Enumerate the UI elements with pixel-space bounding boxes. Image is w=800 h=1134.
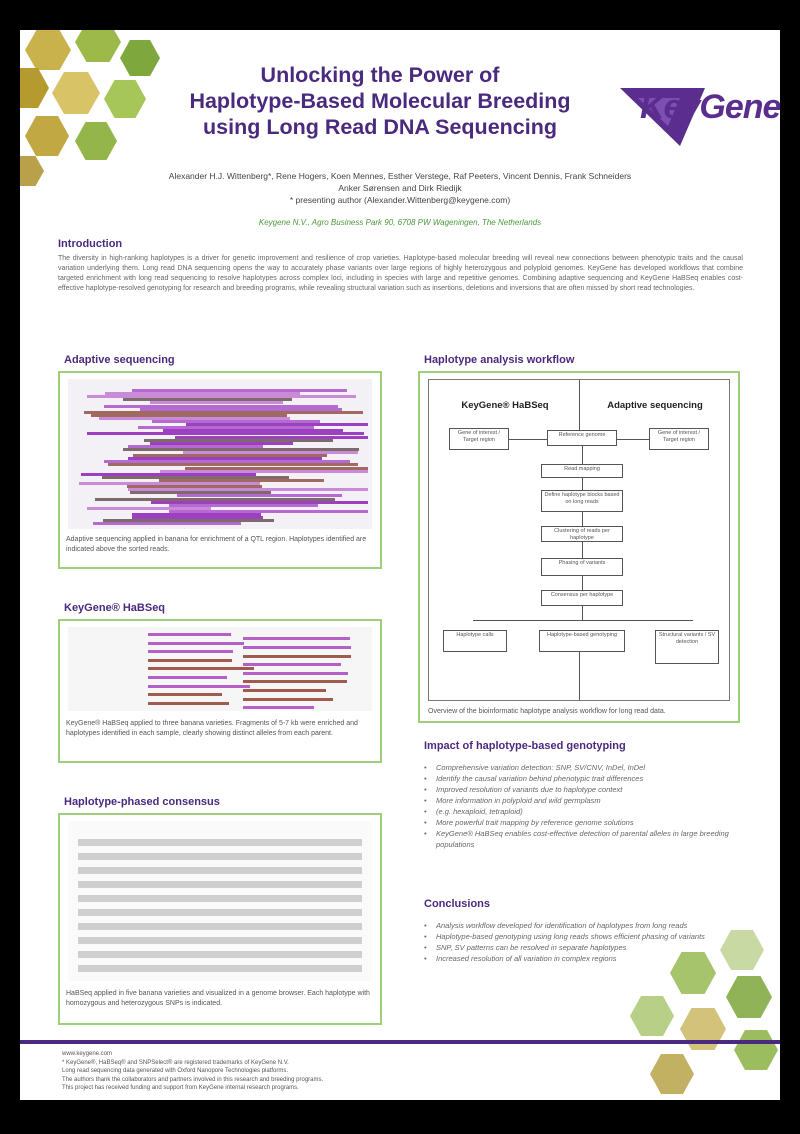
impact-item: • More information in polyploid and wild germplasm [424, 795, 754, 806]
read-bar [148, 633, 231, 636]
consensus-track [78, 951, 362, 958]
authors-line-3: * presenting author (Alexander.Wittenberg@keygene.com) [289, 195, 511, 205]
introduction-text: The diversity in high-ranking haplotypes is a driver for genetic improvement and resilience of crop varieties. Haplotype-based molecular breeding will reveal new connections between phenotypic traits and the causal variation underlying them. Long read DNA sequencing opens the way to accurately phase variants over large regions of highly heterozygous and polyploid genomes. KeyGene has developed workflows that combine targeted enrichment with long read sequencing to resolve haplotypes across complex loci, including in species with large and repetitive genomes. Combining adaptive sequencing and KeyGene HaBSeq enables cost-effective haplotype-resolved genotyping for research and breeding programs, while revealing structural variation such as insertions, deletions and inversions that are often missed by short read technologies. [58, 255, 743, 292]
impact-item: • Comprehensive variation detection: SNP, SV/CNV, InDel, InDel [424, 762, 754, 773]
footer-line: * KeyGene®, HaBSeq® and SNPSelect® are registered trademarks of KeyGene N.V. [62, 1059, 289, 1066]
wf-box-step1: Read mapping [541, 464, 623, 478]
read-bar [243, 646, 351, 649]
read-bar [243, 663, 341, 666]
adaptive-sequencing-panel [58, 371, 382, 569]
consensus-track [78, 839, 362, 846]
wf-box-bottom-left: Haplotype calls [443, 630, 507, 652]
conclusion-item: • SNP, SV patterns can be resolved in separate haplotypes [424, 942, 724, 953]
title-line-3: using Long Read DNA Sequencing [203, 115, 557, 139]
read-bar [148, 685, 250, 688]
read-bar [243, 706, 314, 709]
consensus-track [78, 867, 362, 874]
decorative-photo-collage [20, 30, 170, 180]
wf-box-right-top: Gene of interest / Target region [649, 428, 709, 450]
consensus-track [78, 881, 362, 888]
impact-item: • KeyGene® HaBSeq enables cost-effective detection of parental alleles in large breeding populations [424, 828, 754, 850]
title-line-1: Unlocking the Power of [260, 63, 500, 87]
read-bar [148, 676, 227, 679]
conclusion-item: • Haplotype-based genotyping using long reads shows efficient phasing of variants [424, 931, 724, 942]
workflow-right-title: Adaptive sequencing [607, 400, 703, 411]
conclusion-item: • Analysis workflow developed for identification of haplotypes from long reads [424, 920, 724, 931]
workflow-heading: Haplotype analysis workflow [424, 354, 575, 366]
impact-heading: Impact of haplotype-based genotyping [424, 740, 626, 752]
read-bar [148, 642, 244, 645]
consensus-caption: HaBSeq applied in five banana varieties and visualized in a genome browser. Each haplotype with homozygous and heterozygous SNPs is indicated. [66, 990, 370, 1007]
workflow-diagram [428, 379, 730, 701]
impact-item: • (e.g. hexaploid, tetraploid) [424, 806, 754, 817]
read-bar [243, 672, 348, 675]
consensus-panel [58, 813, 382, 1025]
consensus-track [78, 895, 362, 902]
introduction-heading: Introduction [58, 238, 123, 250]
footer-line: Long read sequencing data generated with Oxford Nanopore Technologies platforms. [62, 1068, 289, 1074]
affiliation: Keygene N.V., Agro Business Park 90, 6708 PW Wageningen, The Netherlands [258, 218, 542, 227]
habseq-panel [58, 619, 382, 763]
conclusions-heading: Conclusions [424, 898, 491, 910]
impact-item: • Identify the causal variation behind phenotypic trait differences [424, 773, 754, 784]
consensus-track [78, 965, 362, 972]
habseq-caption: KeyGene® HaBSeq applied to three banana varieties. Fragments of 5-7 kb were enriched and haplotypes identified in each sample, clearly showing distinct alleles from each parent. [66, 720, 358, 737]
wf-box-step3: Clustering of reads per haplotype [541, 526, 623, 542]
habseq-figure [68, 627, 372, 711]
author-block [90, 170, 710, 206]
wf-box-step4: Phasing of variants [541, 558, 623, 576]
consensus-track [78, 909, 362, 916]
footer-line: The authors thank the collaborators and partners involved in this research and breeding programs. [62, 1076, 324, 1083]
poster [20, 30, 780, 1100]
adaptive-sequencing-caption: Adaptive sequencing applied in banana for enrichment of a QTL region. Haplotypes identified are indicated above the sorted reads. [66, 536, 367, 553]
conclusion-item: • Increased resolution of all variation in complex regions [424, 953, 724, 964]
workflow-panel [418, 371, 740, 723]
title-line-2: Haplotype-Based Molecular Breeding [189, 89, 571, 113]
footer-link[interactable]: www.keygene.com [62, 1051, 113, 1057]
impact-list [424, 762, 754, 850]
consensus-heading: Haplotype-phased consensus [64, 796, 220, 808]
read-bar [243, 655, 351, 658]
habseq-heading: KeyGene® HaBSeq [64, 602, 166, 614]
authors-line-2: Anker Sørensen and Dirk Riedijk [338, 183, 462, 193]
consensus-track [78, 937, 362, 944]
footer-line: This project has received funding and support from KeyGene internal research programs. [62, 1085, 299, 1091]
wf-box-mid-top: Reference genome [547, 430, 617, 446]
authors-line-1: Alexander H.J. Wittenberg*, Rene Hogers, Koen Mennes, Esther Verstege, Raf Peeters, Vincent Dennis, Frank Schneiders [168, 171, 632, 181]
keygene-logo [610, 68, 780, 148]
read-bar [148, 693, 222, 696]
adaptive-sequencing-heading: Adaptive sequencing [64, 354, 175, 366]
footer-bar [20, 1040, 780, 1044]
consensus-track [78, 853, 362, 860]
read-bar [243, 637, 350, 640]
logo-text: KeyGene [640, 88, 780, 126]
read-bar [148, 702, 229, 705]
wf-box-bottom-mid: Haplotype-based genotyping [539, 630, 625, 652]
wf-box-bottom-right: Structural variants / SV detection [655, 630, 719, 664]
read-bar [93, 522, 241, 525]
workflow-caption: Overview of the bioinformatic haplotype analysis workflow for long read data. [428, 708, 666, 715]
wf-box-left-top: Gene of interest / Target region [449, 428, 509, 450]
consensus-figure [68, 821, 372, 981]
wf-box-step2: Define haplotype blocks based on long reads [541, 490, 623, 512]
wf-box-step5: Consensus per haplotype [541, 590, 623, 606]
read-bar [148, 667, 254, 670]
read-bar [148, 650, 233, 653]
read-bar [148, 659, 232, 662]
impact-item: • More powerful trait mapping by reference genome solutions [424, 817, 754, 828]
workflow-left-title: KeyGene® HaBSeq [461, 400, 549, 411]
consensus-track [78, 923, 362, 930]
impact-item: • Improved resolution of variants due to haplotype context [424, 784, 754, 795]
adaptive-reads-figure [68, 379, 372, 529]
read-bar [243, 680, 347, 683]
decorative-photo-collage-bottom [630, 930, 780, 1100]
read-bar [243, 698, 333, 701]
footer [62, 1050, 482, 1093]
poster-title [170, 62, 590, 140]
read-bar [243, 689, 326, 692]
